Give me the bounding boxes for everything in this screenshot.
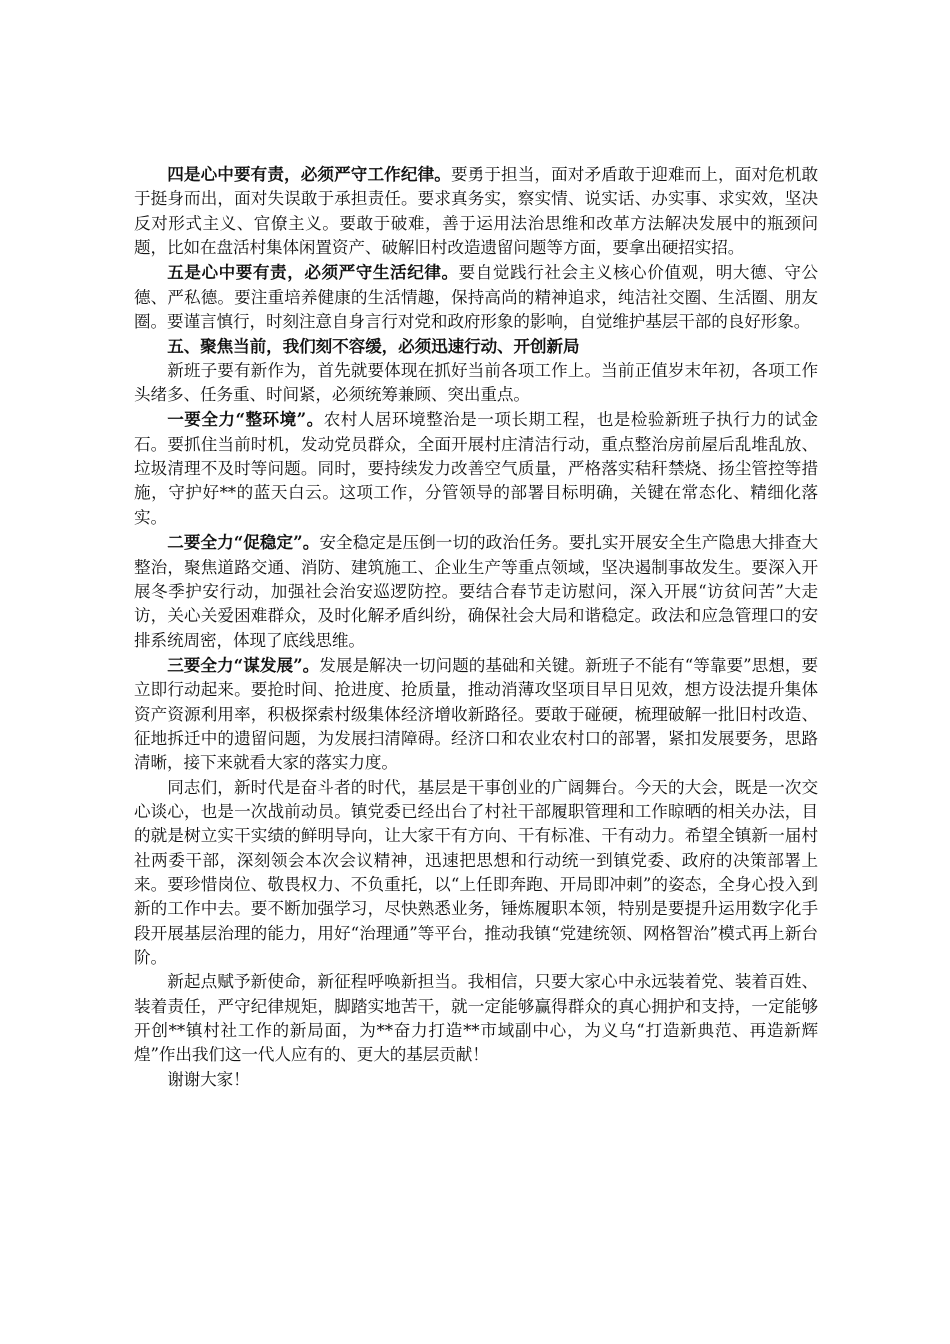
paragraph-lead: 四是心中要有责，必须严守工作纪律。 (167, 164, 451, 184)
document-body (134, 162, 818, 1092)
paragraph-text: 新班子要有新作为，首先就要体现在抓好当前各项工作上。当前正值岁末年初，各项工作头绪多、任务重、时间紧，必须统筹兼顾、突出重点。 (134, 360, 818, 405)
paragraph-text: 新起点赋予新使命，新征程呼唤新担当。我相信，只要大家心中永远装着党、装着百姓、装着责任，严守纪律规矩，脚踏实地苦干，就一定能够赢得群众的真心拥护和支持，一定能够开创**镇村社工作的新局面，为**奋力打造**市域副中心，为义乌“打造新典范、再造新辉煌”作出我们这一代人应有的、更大的基层贡献！ (134, 972, 818, 1065)
paragraph-text: 农村人居环境整治是一项长期工程，也是检验新班子执行力的试金石。要抓住当前时机，发动党员群众，全面开展村庄清洁行动，重点整治房前屋后乱堆乱放、垃圾清理不及时等问题。同时，要持续发力改善空气质量，严格落实秸秆禁烧、扬尘管控等措施，守护好**的蓝天白云。这项工作，分管领导的部署目标明确，关键在常态化、精细化落实。 (134, 410, 818, 527)
section-heading: 五、聚焦当前，我们刻不容缓，必须迅速行动、开创新局 (167, 336, 580, 357)
paragraph-new-start (134, 970, 818, 1067)
paragraph-text: 发展是解决一切问题的基础和关键。新班子不能有“等靠要”思想，要立即行动起来。要抢时间、抢进度、抢质量，推动消薄攻坚项目早日见效，想方设法提升集体资产资源利用率，积极探索村级集体经济增收新路径。要敢于碰硬，梳理破解一批旧村改造、征地拆迁中的遗留问题，为发展扫清障碍。经济口和农业农村口的部署，紧扣发展要务，思路清晰，接下来就看大家的落实力度。 (134, 655, 818, 773)
paragraph-text: 安全稳定是压倒一切的政治任务。要扎实开展安全生产隐患大排查大整治，聚焦道路交通、消防、建筑施工、企业生产等重点领域，坚决遏制事故发生。要深入开展冬季护安行动，加强社会治安巡逻防控。要结合春节走访慰问，深入开展“访贫问苦”大走访，关心关爱困难群众，及时化解矛盾纠纷，确保社会大局和谐稳定。政法和应急管理口的安排系统周密，体现了底线思维。 (134, 533, 819, 650)
paragraph-lead: 三要全力“谋发展”。 (167, 654, 320, 675)
paragraph-discipline-work (134, 162, 818, 260)
paragraph-thanks (134, 1068, 818, 1092)
paragraph-text: 要自觉践行社会主义核心价值观，明大德、守公德、严私德。要注重培养健康的生活情趣，保持高尚的精神追求，纯洁社交圈、生活圈、朋友圈。要谨言慎行，时刻注意自身言行对党和政府形象的影响，自觉维护基层干部的良好形象。 (134, 263, 818, 332)
paragraph-lead: 五是心中要有责，必须严守生活纪律。 (167, 262, 459, 283)
paragraph-environment (134, 407, 818, 530)
paragraph-text: 要勇于担当，面对矛盾敢于迎难而上，面对危机敢于挺身而出，面对失误敢于承担责任。要求真务实，察实情、说实话、办实事、求实效，坚决反对形式主义、官僚主义。要敢于破难，善于运用法治思维和改革方法解决发展中的瓶颈问题，比如在盘活村集体闲置资产、破解旧村改造遗留问题等方面，要拿出硬招实招。 (134, 165, 818, 258)
paragraph-lead: 一要全力“整环境”。 (167, 409, 324, 430)
paragraph-development (134, 653, 818, 776)
paragraph-text: 同志们，新时代是奋斗者的时代，基层是干事创业的广阔舞台。今天的大会，既是一次交心谈心，也是一次战前动员。镇党委已经出台了村社干部履职管理和工作晾晒的相关办法，目的就是树立实干实绩的鲜明导向，让大家干有方向、干有标准、干有动力。希望全镇新一届村社两委干部，深刻领会本次会议精神，迅速把思想和行动统一到镇党委、政府的决策部署上来。要珍惜岗位、敬畏权力、不负重托，以“上任即奔跑、开局即冲刺”的姿态，全身心投入到新的工作中去。要不断加强学习，尽快熟悉业务，锤炼履职本领，特别是要提升运用数字化手段开展基层治理的能力，用好“治理通”等平台，推动我镇“党建统领、网格智治”模式再上新台阶。 (134, 777, 818, 967)
paragraph-comrades (134, 776, 818, 971)
paragraph-text: 谢谢大家！ (167, 1069, 250, 1089)
paragraph-lead: 二要全力“促稳定”。 (167, 532, 320, 553)
paragraph-stability (134, 530, 818, 653)
paragraph-intro (134, 359, 818, 408)
paragraph-discipline-life (134, 260, 818, 334)
